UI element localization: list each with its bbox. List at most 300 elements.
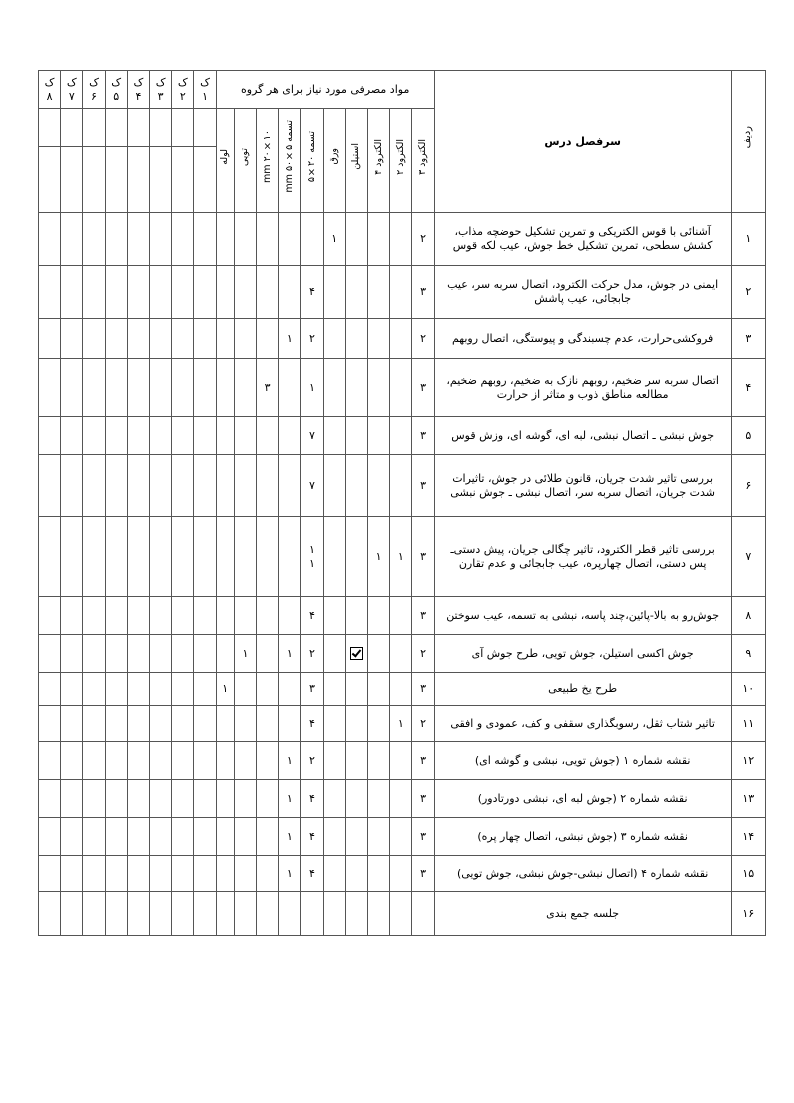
material-cell [234, 417, 256, 455]
k-cell [194, 359, 216, 417]
material-cell [279, 892, 301, 936]
material-cell [390, 856, 412, 892]
material-cell: ۴ [301, 597, 323, 635]
material-header-1: الکترود ۳ [412, 109, 434, 213]
k-cell [61, 706, 83, 742]
k-cell [150, 213, 172, 266]
table-row [39, 359, 766, 417]
table-row [39, 455, 766, 517]
k-cell [172, 147, 194, 213]
k-cell [105, 742, 127, 780]
k-cell [172, 780, 194, 818]
table-row [39, 517, 766, 597]
material-cell: ۲ [301, 742, 323, 780]
material-cell [257, 856, 279, 892]
k-cell [127, 597, 149, 635]
lesson-description: آشنائی با قوس الکتریکی و تمرین تشکیل حوضچه مذاب، کشش سطحی، تمرین تشکیل خط جوش، عیب لکه قوس [434, 213, 731, 266]
k-cell [61, 818, 83, 856]
material-cell: ۱ [368, 517, 390, 597]
row-number: ۳ [731, 319, 765, 359]
lesson-description: نقشه شماره ۱ (جوش تویی، نبشی و گوشه ای) [434, 742, 731, 780]
k-cell [39, 673, 61, 706]
k-cell [172, 455, 194, 517]
material-cell [345, 517, 367, 597]
k-cell [105, 818, 127, 856]
k-cell [61, 213, 83, 266]
k-cell [172, 673, 194, 706]
material-cell [345, 780, 367, 818]
material-cell [323, 673, 345, 706]
k-cell [150, 818, 172, 856]
k-cell [172, 319, 194, 359]
material-cell: ۱ [279, 319, 301, 359]
k-cell [39, 597, 61, 635]
k-cell [150, 597, 172, 635]
k-cell [150, 417, 172, 455]
material-cell: ۳ [412, 673, 434, 706]
k-cell [83, 818, 105, 856]
material-cell [257, 517, 279, 597]
material-cell [257, 673, 279, 706]
k-cell [127, 319, 149, 359]
material-cell [345, 673, 367, 706]
k-cell [194, 597, 216, 635]
material-cell [279, 706, 301, 742]
material-cell [390, 266, 412, 319]
material-cell [279, 359, 301, 417]
material-cell [323, 517, 345, 597]
k-cell [150, 635, 172, 673]
k-header-6: ک ۶ [83, 71, 105, 109]
material-cell [345, 213, 367, 266]
k-cell [105, 147, 127, 213]
materials-title: مواد مصرفی مورد نیاز برای هر گروه [216, 71, 434, 109]
material-cell [234, 742, 256, 780]
k-header-5: ک ۵ [105, 71, 127, 109]
material-header-2: الکترود ۲ [390, 109, 412, 213]
material-cell [323, 597, 345, 635]
k-cell [194, 455, 216, 517]
k-cell [105, 109, 127, 147]
material-cell [216, 818, 234, 856]
material-cell [323, 780, 345, 818]
k-cell [194, 109, 216, 147]
table-row [39, 892, 766, 936]
material-cell: ۱ ۱ [301, 517, 323, 597]
material-cell [216, 706, 234, 742]
k-cell [194, 856, 216, 892]
material-cell [234, 892, 256, 936]
material-cell [390, 892, 412, 936]
lesson-description: جوش‌رو به بالا-پائین،چند پاسه، نبشی به تسمه، عیب سوختن [434, 597, 731, 635]
material-cell [368, 455, 390, 517]
k-cell [127, 417, 149, 455]
material-header-6: تسمه ۲۰×۵ [301, 109, 323, 213]
k-cell [61, 635, 83, 673]
k-cell [61, 517, 83, 597]
k-cell [127, 856, 149, 892]
k-cell [194, 635, 216, 673]
material-cell [368, 673, 390, 706]
k-cell [127, 266, 149, 319]
material-cell: ۱ [390, 517, 412, 597]
k-cell [127, 706, 149, 742]
material-cell [368, 818, 390, 856]
material-cell [390, 673, 412, 706]
material-cell [323, 359, 345, 417]
k-cell [194, 706, 216, 742]
material-cell [323, 818, 345, 856]
k-cell [39, 213, 61, 266]
k-cell [105, 417, 127, 455]
material-cell [279, 417, 301, 455]
material-cell [345, 266, 367, 319]
k-cell [172, 706, 194, 742]
k-header-3: ک ۳ [150, 71, 172, 109]
material-cell: ۳ [412, 818, 434, 856]
k-cell [105, 359, 127, 417]
k-cell [127, 742, 149, 780]
k-cell [83, 892, 105, 936]
k-cell [127, 147, 149, 213]
lesson-description: بررسی تاثیر شدت جریان، قانون طلائی در جوش، تاثیرات شدت جریان، اتصال سربه سر، اتصال نبشی ـ جوش نبشی [434, 455, 731, 517]
material-cell [345, 319, 367, 359]
material-cell [390, 455, 412, 517]
k-cell [172, 109, 194, 147]
k-cell [39, 319, 61, 359]
material-cell: ۱ [301, 359, 323, 417]
material-cell [279, 517, 301, 597]
material-cell: ۴ [301, 818, 323, 856]
k-cell [39, 266, 61, 319]
material-cell [368, 856, 390, 892]
k-cell [150, 856, 172, 892]
material-cell: ۳ [412, 455, 434, 517]
k-cell [83, 635, 105, 673]
k-cell [83, 319, 105, 359]
k-cell [194, 742, 216, 780]
k-cell [150, 517, 172, 597]
k-cell [83, 673, 105, 706]
lesson-description: بررسی تاثیر قطر الکترود، تاثیر چگالی جریان، پیش دستی‌ـ پس دستی، اتصال چهارپره، عیب جابجائی و عدم تقارن [434, 517, 731, 597]
k-cell [194, 780, 216, 818]
row-number: ۱۱ [731, 706, 765, 742]
material-cell: ۳ [412, 417, 434, 455]
material-cell [216, 266, 234, 319]
row-number: ۵ [731, 417, 765, 455]
material-cell: ۱ [279, 856, 301, 892]
k-cell [194, 213, 216, 266]
k-cell [150, 742, 172, 780]
k-cell [105, 635, 127, 673]
k-cell [150, 147, 172, 213]
k-cell [127, 455, 149, 517]
material-header-4: استیلن [345, 109, 367, 213]
k-cell [61, 266, 83, 319]
material-cell [216, 780, 234, 818]
k-cell [105, 856, 127, 892]
material-cell [216, 597, 234, 635]
material-cell [345, 818, 367, 856]
material-cell: ۳ [412, 517, 434, 597]
material-cell: ۲ [301, 635, 323, 673]
material-cell [368, 266, 390, 319]
checkbox-checked-icon [350, 647, 363, 660]
material-cell [390, 780, 412, 818]
material-cell [234, 213, 256, 266]
table-row [39, 635, 766, 673]
row-number: ۱ [731, 213, 765, 266]
material-cell [323, 856, 345, 892]
k-cell [105, 266, 127, 319]
material-cell [234, 319, 256, 359]
page-title: سرفصل درس [434, 71, 731, 213]
material-cell [368, 780, 390, 818]
k-cell [83, 706, 105, 742]
k-cell [61, 856, 83, 892]
k-cell [83, 856, 105, 892]
row-number: ۱۲ [731, 742, 765, 780]
table-row [39, 706, 766, 742]
row-number-header [731, 71, 765, 213]
k-cell [61, 892, 83, 936]
k-cell [127, 359, 149, 417]
material-cell: ۴ [301, 266, 323, 319]
k-cell [39, 706, 61, 742]
k-cell [127, 780, 149, 818]
k-cell [39, 109, 61, 147]
k-cell [61, 673, 83, 706]
k-cell [150, 319, 172, 359]
lesson-description: جوش نبشی ـ اتصال نبشی، لبه ای، گوشه ای، وزش قوس [434, 417, 731, 455]
k-cell [172, 417, 194, 455]
k-cell [172, 597, 194, 635]
material-cell: ۳ [412, 780, 434, 818]
k-cell [61, 109, 83, 147]
k-cell [61, 455, 83, 517]
material-cell [257, 742, 279, 780]
material-cell [390, 417, 412, 455]
material-cell [390, 597, 412, 635]
k-cell [83, 359, 105, 417]
k-cell [172, 359, 194, 417]
k-cell [61, 742, 83, 780]
table-row [39, 856, 766, 892]
k-cell [39, 742, 61, 780]
material-header-8: mm ۲۰×۱۰ [257, 109, 279, 213]
material-cell: ۷ [301, 417, 323, 455]
k-cell [105, 706, 127, 742]
k-cell [61, 359, 83, 417]
row-number: ۱۶ [731, 892, 765, 936]
material-cell [301, 892, 323, 936]
material-cell [368, 742, 390, 780]
material-cell [234, 818, 256, 856]
k-cell [39, 359, 61, 417]
row-number: ۲ [731, 266, 765, 319]
material-cell [323, 319, 345, 359]
material-header-5: ورق [323, 109, 345, 213]
material-cell [216, 319, 234, 359]
k-cell [194, 417, 216, 455]
k-cell [172, 266, 194, 319]
material-cell [234, 856, 256, 892]
k-cell [150, 109, 172, 147]
k-cell [83, 147, 105, 213]
lesson-description: جلسه جمع بندی [434, 892, 731, 936]
curriculum-table [38, 70, 766, 936]
material-cell [234, 266, 256, 319]
k-cell [127, 673, 149, 706]
material-cell [216, 213, 234, 266]
material-cell [257, 213, 279, 266]
material-cell [323, 455, 345, 517]
table-row [39, 673, 766, 706]
k-cell [105, 780, 127, 818]
k-cell [61, 417, 83, 455]
material-cell [323, 706, 345, 742]
k-cell [150, 706, 172, 742]
material-cell: ۴ [301, 706, 323, 742]
k-cell [105, 892, 127, 936]
lesson-description: نقشه شماره ۲ (جوش لبه ای، نبشی دورتادور) [434, 780, 731, 818]
material-cell [345, 742, 367, 780]
k-cell [127, 635, 149, 673]
k-cell [172, 213, 194, 266]
material-cell [216, 359, 234, 417]
material-cell [323, 266, 345, 319]
material-cell [257, 266, 279, 319]
k-cell [194, 147, 216, 213]
row-number: ۱۵ [731, 856, 765, 892]
k-cell [172, 892, 194, 936]
k-cell [39, 635, 61, 673]
lesson-description: ایمنی در جوش، مدل حرکت الکترود، اتصال سربه سر، عیب جابجائی، عیب پاشش [434, 266, 731, 319]
k-cell [150, 673, 172, 706]
k-cell [172, 818, 194, 856]
material-cell [279, 266, 301, 319]
material-cell [216, 892, 234, 936]
material-cell [234, 359, 256, 417]
row-number: ۷ [731, 517, 765, 597]
lesson-description: نقشه شماره ۴ (اتصال نبشی-جوش نبشی، جوش تویی) [434, 856, 731, 892]
k-cell [39, 455, 61, 517]
k-cell [39, 892, 61, 936]
material-cell [345, 635, 367, 673]
material-cell [216, 856, 234, 892]
material-cell [390, 213, 412, 266]
material-cell: ۱ [234, 635, 256, 673]
k-cell [39, 780, 61, 818]
material-cell [257, 706, 279, 742]
k-header-1: ک ۱ [194, 71, 216, 109]
material-cell [234, 673, 256, 706]
k-cell [61, 319, 83, 359]
material-cell [345, 597, 367, 635]
material-cell [234, 517, 256, 597]
material-cell [368, 706, 390, 742]
material-cell [390, 818, 412, 856]
material-cell [216, 417, 234, 455]
material-cell: ۳ [412, 266, 434, 319]
material-cell: ۳ [412, 359, 434, 417]
material-cell: ۳ [301, 673, 323, 706]
material-cell [257, 597, 279, 635]
k-cell [194, 818, 216, 856]
table-row [39, 742, 766, 780]
material-cell: ۱ [323, 213, 345, 266]
k-cell [172, 742, 194, 780]
k-cell [105, 673, 127, 706]
k-cell [127, 892, 149, 936]
lesson-description: تاثیر شتاب ثقل، رسوبگذاری سقفی و کف، عمودی و افقی [434, 706, 731, 742]
material-cell [368, 892, 390, 936]
k-header-2: ک ۲ [172, 71, 194, 109]
header-row-1 [39, 71, 766, 109]
material-cell: ۱ [390, 706, 412, 742]
row-number: ۱۴ [731, 818, 765, 856]
material-header-3: الکترود ۴ [368, 109, 390, 213]
material-cell [390, 742, 412, 780]
material-header-10: لوله [216, 109, 234, 213]
lesson-description: نقشه شماره ۳ (جوش نبشی، اتصال چهار پره) [434, 818, 731, 856]
material-cell: ۳ [412, 856, 434, 892]
k-cell [39, 818, 61, 856]
material-cell [257, 780, 279, 818]
k-cell [127, 213, 149, 266]
material-cell [234, 597, 256, 635]
table-row [39, 213, 766, 266]
material-cell [234, 706, 256, 742]
k-cell [39, 417, 61, 455]
lesson-description: طرح یخ طبیعی [434, 673, 731, 706]
material-cell: ۴ [301, 780, 323, 818]
material-cell [345, 856, 367, 892]
material-cell: ۳ [412, 597, 434, 635]
k-cell [150, 359, 172, 417]
material-cell [368, 417, 390, 455]
k-cell [105, 319, 127, 359]
material-cell [368, 359, 390, 417]
material-cell: ۴ [301, 856, 323, 892]
material-cell [216, 742, 234, 780]
k-cell [150, 892, 172, 936]
k-cell [61, 597, 83, 635]
row-number: ۱۳ [731, 780, 765, 818]
k-cell [150, 266, 172, 319]
k-cell [194, 517, 216, 597]
material-cell [390, 635, 412, 673]
material-cell: ۱ [279, 742, 301, 780]
table-row [39, 780, 766, 818]
k-header-7: ک ۷ [61, 71, 83, 109]
k-cell [39, 147, 61, 213]
row-number-header-label: ردیف [742, 126, 754, 149]
material-cell [216, 517, 234, 597]
material-cell [216, 635, 234, 673]
material-cell [257, 635, 279, 673]
row-number: ۹ [731, 635, 765, 673]
material-cell [234, 455, 256, 517]
material-cell [279, 673, 301, 706]
material-cell: ۲ [412, 213, 434, 266]
material-cell [368, 597, 390, 635]
table-row [39, 597, 766, 635]
material-cell [323, 742, 345, 780]
k-cell [83, 109, 105, 147]
material-cell: ۱ [279, 818, 301, 856]
lesson-description: فروکشی‌حرارت، عدم چسبندگی و پیوستگی، اتصال روبهم [434, 319, 731, 359]
